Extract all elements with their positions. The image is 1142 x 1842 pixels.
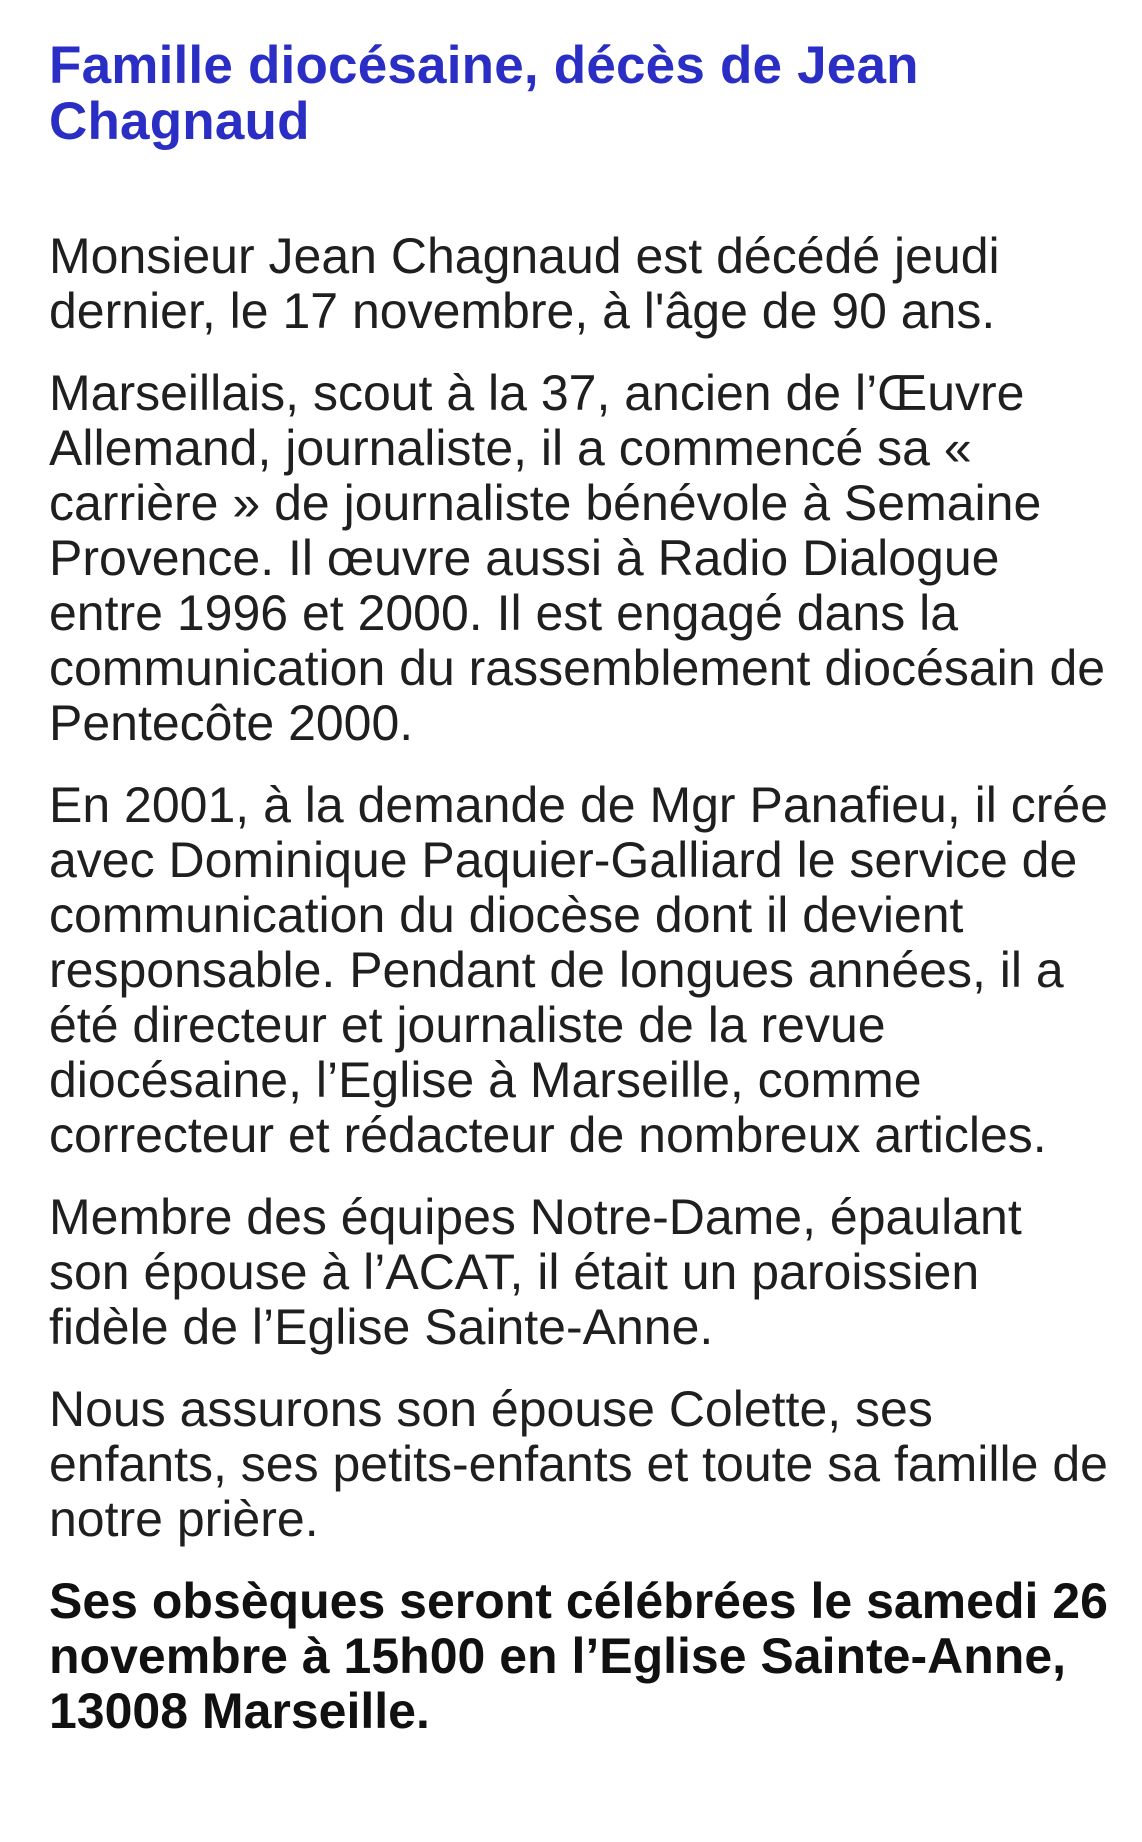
paragraph-condolences: Nous assurons son épouse Colette, ses enfants, ses petits-enfants et toute sa famille de notre prière. bbox=[49, 1381, 1108, 1547]
article bbox=[49, 38, 1109, 1766]
article-body bbox=[49, 229, 1109, 1739]
paragraph-early-career: Marseillais, scout à la 37, ancien de l’Œuvre Allemand, journaliste, il a commencé sa « carrière » de journaliste bénévole à Semaine Provence. Il œuvre aussi à Radio Dialogue entre 1996 et 2000. Il est engagé dans la communication du rassemblement diocésain de Pentecôte 2000. bbox=[49, 365, 1106, 751]
article-title: Famille diocésaine, décès de Jean Chagnaud bbox=[49, 36, 919, 151]
paragraph-death-announcement: Monsieur Jean Chagnaud est décédé jeudi dernier, le 17 novembre, à l'âge de 90 ans. bbox=[49, 228, 1000, 339]
funeral-notice: Ses obsèques seront célébrées le samedi 26 novembre à 15h00 en l’Eglise Sainte-Anne, 13008 Marseille. bbox=[49, 1573, 1108, 1739]
paragraph-parish-life: Membre des équipes Notre-Dame, épaulant son épouse à l’ACAT, il était un paroissien fidèle de l’Eglise Sainte-Anne. bbox=[49, 1189, 1022, 1355]
paragraph-communication-service: En 2001, à la demande de Mgr Panafieu, il crée avec Dominique Paquier-Galliard le service de communication du diocèse dont il devient responsable. Pendant de longues années, il a été directeur et journaliste de la revue diocésaine, l’Eglise à Marseille, comme correcteur et rédacteur de nombreux articles. bbox=[49, 777, 1109, 1163]
